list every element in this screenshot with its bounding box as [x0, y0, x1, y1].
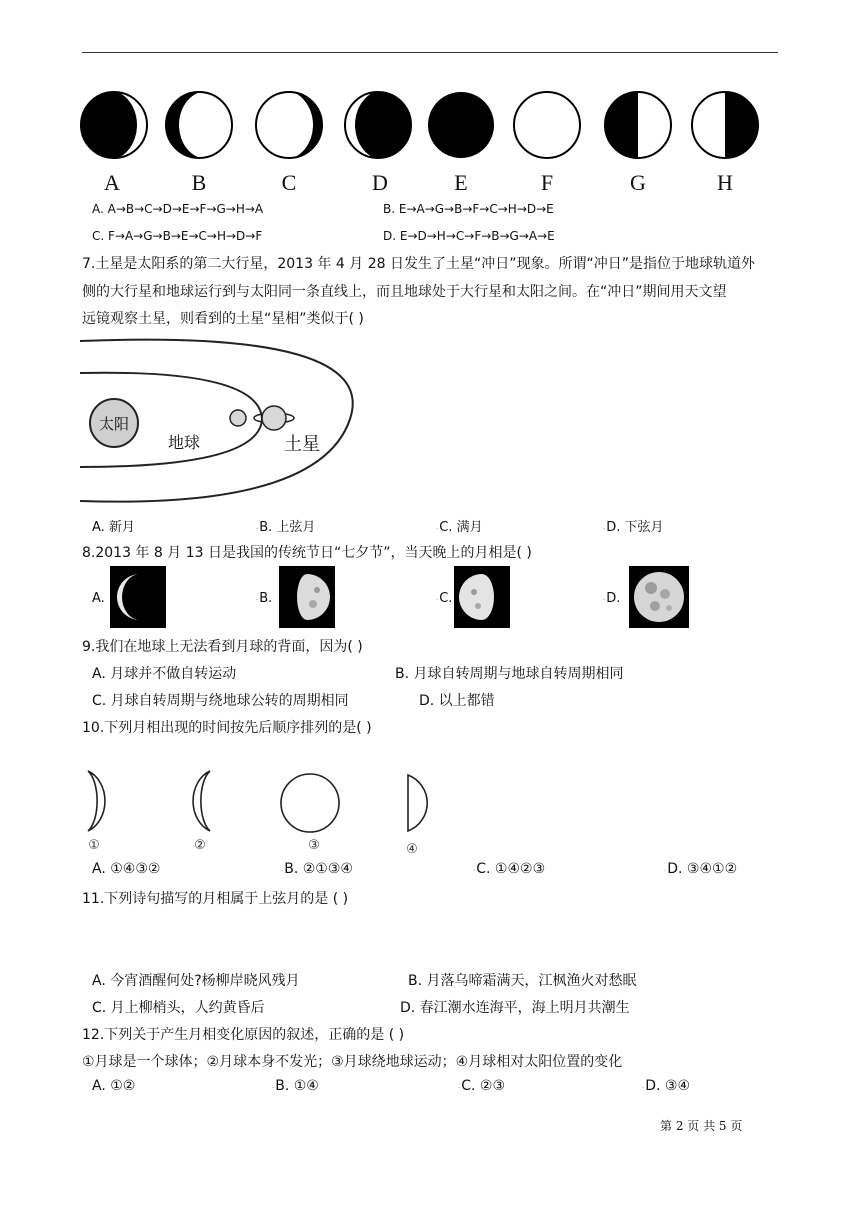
- q9-stem: 9.我们在地球上无法看到月球的背面，因为( ): [82, 639, 363, 655]
- q9-option-a: A. 月球并不做自转运动: [92, 666, 237, 682]
- q7-option-d-text: D. 下弦月: [606, 520, 664, 535]
- moon-phase-e: [428, 92, 494, 158]
- q8-photo-b: [279, 566, 335, 628]
- q8-photo-d: [629, 566, 689, 628]
- q7-option-b: ·B. 上弦月: [256, 520, 316, 535]
- q8-option-b-text: B.: [259, 591, 273, 606]
- moon-phase-f: [514, 92, 580, 158]
- q11-stem: 11.下列诗句描写的月相属于上弦月的是 ( ): [82, 891, 349, 907]
- q10-option-b-text: B. ②①③④: [284, 861, 353, 877]
- moon-phase-g: [605, 92, 671, 158]
- q10-phase-label-2: ②: [194, 838, 206, 853]
- q12-option-b: ·B. ①④: [272, 1078, 319, 1094]
- earth-label: 地球: [167, 433, 201, 452]
- q9-option-b: B. 月球自转周期与地球自转周期相同: [395, 666, 624, 682]
- q8-option-b: ·B.: [256, 591, 273, 606]
- q7-option-d: ·D. 下弦月: [603, 520, 664, 535]
- q10-option-c-text: C. ①④②③: [476, 861, 546, 877]
- q8-option-a: A.: [92, 591, 105, 606]
- q6-option-d: D. E→D→H→C→F→B→G→A→E: [383, 229, 555, 243]
- phase-letter-c: C: [281, 170, 297, 195]
- q10-option-a: A. ①④③②: [92, 861, 161, 877]
- q8-photo-c: [454, 566, 510, 628]
- q12-option-b-text: B. ①④: [275, 1078, 319, 1094]
- phase-letter-a: A: [104, 170, 120, 195]
- phase-letter-h: H: [717, 170, 733, 195]
- q8-stem: 8.2013 年 8 月 13 日是我国的传统节日“七夕节”，当天晚上的月相是( ): [82, 545, 532, 561]
- q6-option-c: C. F→A→G→B→E→C→H→D→F: [92, 229, 263, 243]
- q7-stem-line2: 侧的大行星和地球运行到与太阳同一条直线上，而且地球处于大行星和太阳之间。在“冲日”期间用天文望: [82, 284, 727, 300]
- q8-option-c: ·C.: [436, 591, 453, 606]
- q12-statements: ①月球是一个球体；②月球本身不发光；③月球绕地球运动；④月球相对太阳位置的变化: [82, 1054, 623, 1070]
- moon-phase-figure: [78, 88, 768, 168]
- saturn-label: 土星: [284, 434, 320, 455]
- q12-option-d: ·D. ③④: [642, 1078, 691, 1094]
- q10-option-d: ·D. ③④①②: [664, 861, 738, 877]
- q9-option-c: C. 月球自转周期与绕地球公转的周期相同: [92, 693, 349, 709]
- q10-phase-4: [408, 775, 427, 831]
- q12-option-d-text: D. ③④: [645, 1078, 691, 1094]
- q7-option-a: A. 新月: [92, 520, 135, 535]
- phase-letter-g: G: [630, 170, 646, 195]
- q10-option-b: ·B. ②①③④: [281, 861, 353, 877]
- q7-option-c: ·C. 满月: [436, 520, 483, 535]
- sun-label: 太阳: [98, 415, 130, 433]
- q10-option-d-text: D. ③④①②: [667, 861, 738, 877]
- q12-option-c-text: C. ②③: [461, 1078, 506, 1094]
- q10-phase-figure: [82, 765, 452, 857]
- phase-letter-f: F: [540, 170, 554, 195]
- q7-option-b-text: B. 上弦月: [259, 520, 316, 535]
- saturn-body: [262, 406, 286, 430]
- q11-option-a: A. 今宵酒醒何处?杨柳岸晓风残月: [92, 973, 300, 989]
- earth-body: [230, 410, 246, 426]
- q10-option-c: ·C. ①④②③: [473, 861, 546, 877]
- q8-photo-a: [110, 566, 166, 628]
- q12-option-c: ·C. ②③: [458, 1078, 506, 1094]
- q7-stem-line3: 远镜观察土星，则看到的土星“星相”类似于( ): [82, 311, 364, 327]
- q11-option-b: B. 月落乌啼霜满天，江枫渔火对愁眠: [408, 973, 637, 989]
- q12-stem: 12.下列关于产生月相变化原因的叙述，正确的是 ( ): [82, 1027, 405, 1043]
- orbit-diagram: [80, 333, 380, 505]
- q6-option-b: B. E→A→G→B→F→C→H→D→E: [383, 202, 554, 216]
- header-rule: [82, 52, 778, 53]
- phase-letter-b: B: [191, 170, 207, 195]
- q8-option-c-text: C.: [439, 591, 453, 606]
- q12-option-a: A. ①②: [92, 1078, 136, 1094]
- q11-option-d: D. 春江潮水连海平，海上明月共潮生: [400, 1000, 630, 1016]
- q6-option-a: A. A→B→C→D→E→F→G→H→A: [92, 202, 264, 216]
- q10-phase-label-3: ③: [308, 838, 320, 853]
- q10-phase-label-4: ④: [406, 842, 418, 857]
- q8-option-d-text: D.: [606, 591, 621, 606]
- phase-letter-e: E: [454, 170, 468, 195]
- q7-stem-line1: 7.土星是太阳系的第二大行星，2013 年 4 月 28 日发生了土星“冲日”现象。所谓“冲日”是指位于地球轨道外: [82, 256, 755, 272]
- q10-stem: 10.下列月相出现的时间按先后顺序排列的是( ): [82, 720, 372, 736]
- moon-phase-d: [345, 90, 413, 160]
- q10-phase-3: [281, 774, 339, 832]
- q10-phase-label-1: ①: [88, 838, 100, 853]
- phase-letter-d: D: [372, 170, 388, 195]
- q8-option-d: ·D.: [603, 591, 621, 606]
- q9-option-d: D. 以上都错: [419, 693, 495, 709]
- q7-option-c-text: C. 满月: [439, 520, 483, 535]
- moon-phase-a: [79, 90, 147, 160]
- moon-phase-h: [692, 92, 758, 158]
- moon-phase-b: [166, 91, 235, 159]
- moon-phase-c: [253, 90, 322, 160]
- page-number-footer: 第 2 页 共 5 页: [660, 1119, 743, 1133]
- q10-phase-2: [193, 771, 210, 831]
- q11-option-c: C. 月上柳梢头，人约黄昏后: [92, 1000, 265, 1016]
- q10-phase-1: [88, 771, 105, 831]
